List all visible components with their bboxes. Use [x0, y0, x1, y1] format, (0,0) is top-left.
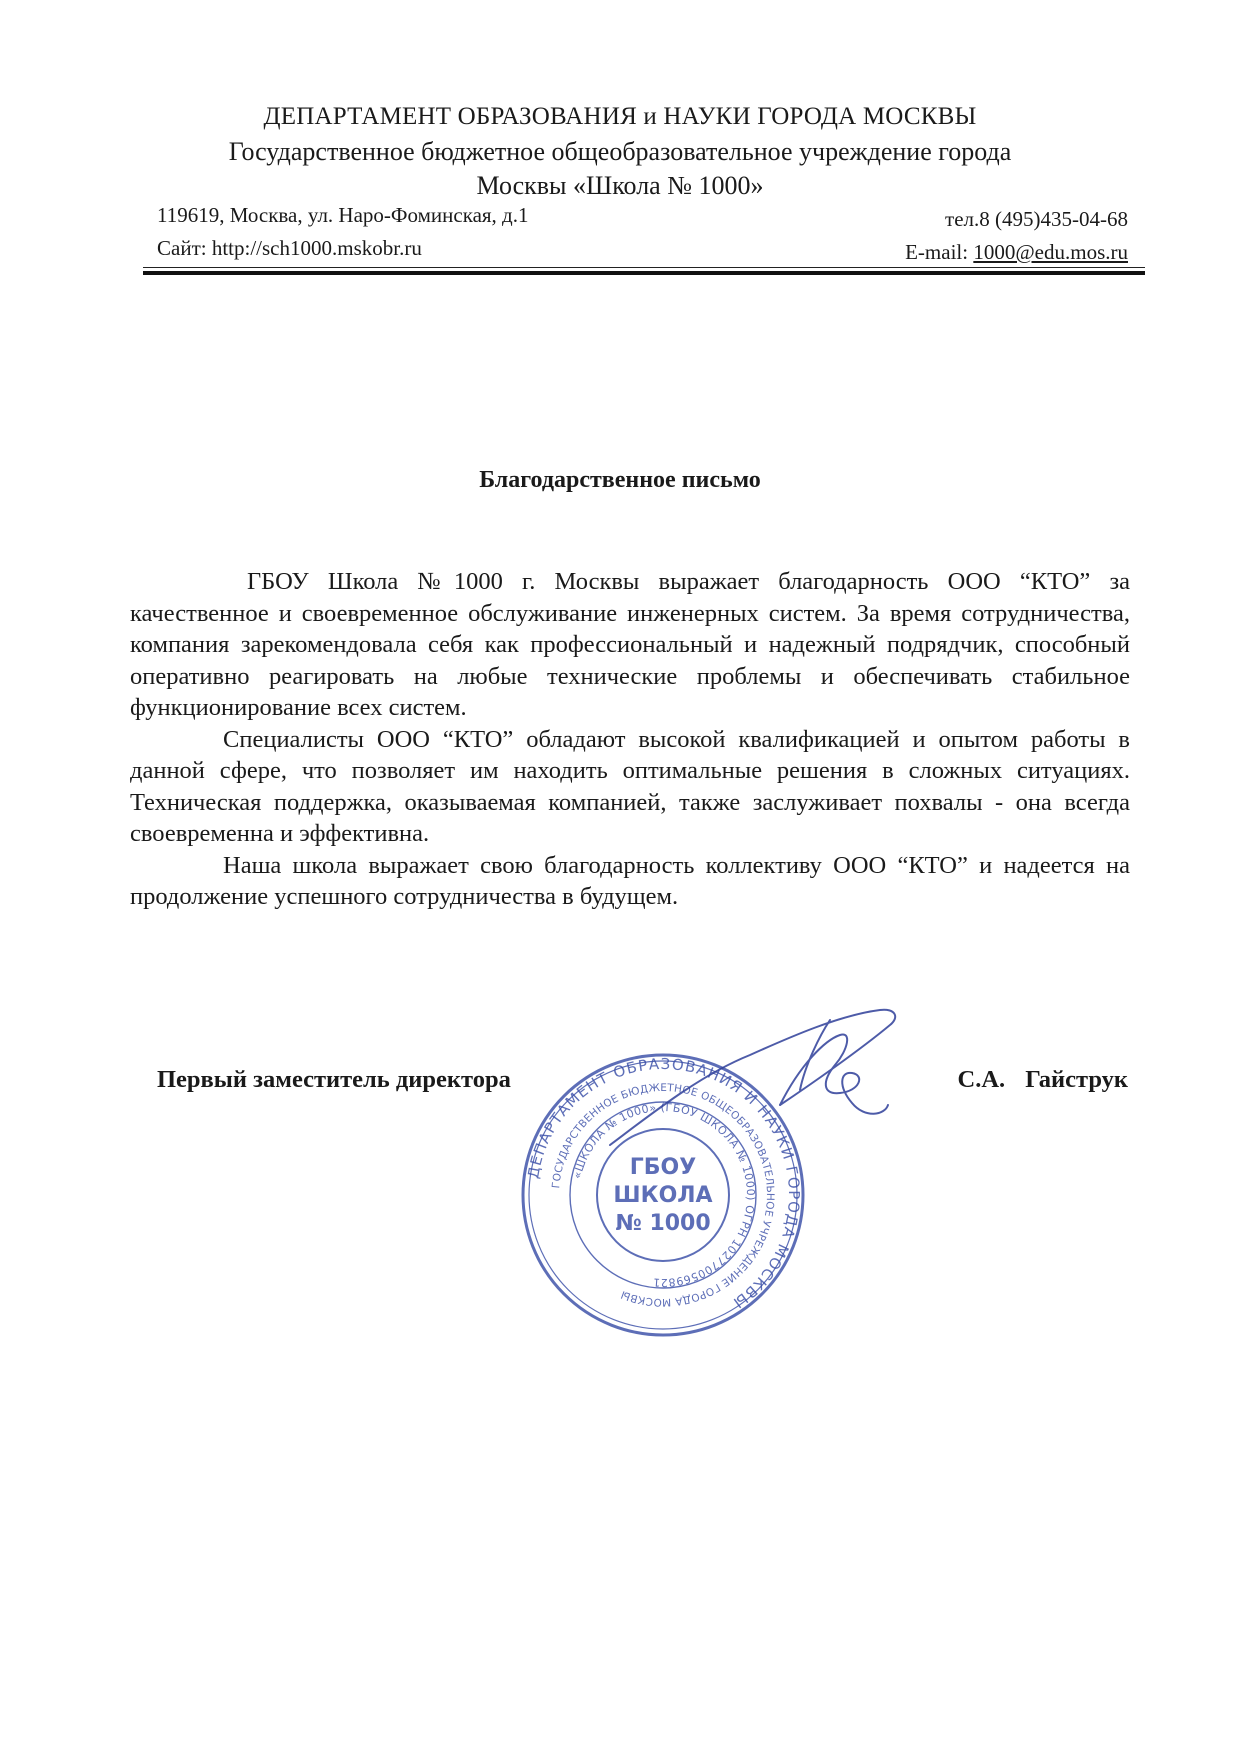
body-paragraph-1: ГБОУ Школа №1000 г. Москвы выражает благодарность ООО “КТО” за качественное и своевременное обслуживание инженерных систем. За время сотрудничества, компания зарекомендовала себя как профессиональный и надежный подрядчик, способный оперативно реагировать на любые технические проблемы и обеспечивать стабильное функционирование всех систем.	[130, 568, 1130, 721]
signatory-name: С.А. Гайструк	[957, 1066, 1128, 1093]
letterhead-email	[905, 240, 1128, 265]
letter-body	[130, 566, 1130, 913]
handwritten-signature	[590, 995, 920, 1165]
stamp-middle-ring-path: ГОСУДАРСТВЕННОЕ БЮДЖЕТНОЕ ОБЩЕОБРАЗОВАТЕЛЬНОЕ УЧРЕЖДЕНИЕ ГОРОДА МОСКВЫ	[550, 1081, 777, 1309]
signature-stroke-1	[610, 1010, 895, 1145]
letterhead-address: 119619, Москва, ул. Наро-Фоминская, д.1	[157, 203, 529, 227]
stamp-outer-ring-path: ДЕПАРТАМЕНТ ОБРАЗОВАНИЯ И НАУКИ ГОРОДА МОСКВЫ	[524, 1054, 804, 1313]
letterhead-department: ДЕПАРТАМЕНТ ОБРАЗОВАНИЯ и НАУКИ ГОРОДА МОСКВЫ	[263, 103, 977, 130]
email-link[interactable]: 1000@edu.mos.ru	[973, 240, 1128, 264]
body-paragraph-3: Наша школа выражает свою благодарность коллективу ООО “КТО” и надеется на продолжение успешного сотрудничества в будущем.	[130, 851, 1130, 910]
letter-title: Благодарственное письмо	[479, 467, 761, 493]
letterhead-rule-thick	[143, 271, 1145, 275]
letterhead-site: Сайт: http://sch1000.mskobr.ru	[157, 236, 422, 260]
stamp-center-line-1: ГБОУ	[629, 1155, 697, 1180]
signature-stroke-2	[780, 1034, 888, 1113]
letterhead-institution-line2: Москвы «Школа № 1000»	[476, 171, 764, 200]
signatory-role: Первый заместитель директора	[157, 1066, 511, 1093]
body-paragraph-2: Специалисты ООО “КТО” обладают высокой квалификацией и опытом работы в данной сфере, что позволяет им находить оптимальные решения в сложных ситуациях. Техническая поддержка, оказываемая компанией, также заслуживает похвалы - она всегда своевременна и эффективна.	[130, 725, 1130, 847]
stamp-inner-ring-path: «ШКОЛА № 1000» (ГБОУ ШКОЛА № 1000) ОГРН 1027700569821	[570, 1100, 758, 1290]
letterhead-institution-line1: Государственное бюджетное общеобразовательное учреждение города	[228, 137, 1012, 166]
letterhead-phone: тел.8 (495)435-04-68	[945, 207, 1128, 231]
letterhead-rule-thin	[143, 267, 1145, 268]
stamp-center-line-3: № 1000	[615, 1211, 711, 1236]
stamp-center-line-2: ШКОЛА	[613, 1183, 713, 1208]
email-label: E-mail:	[905, 240, 974, 264]
